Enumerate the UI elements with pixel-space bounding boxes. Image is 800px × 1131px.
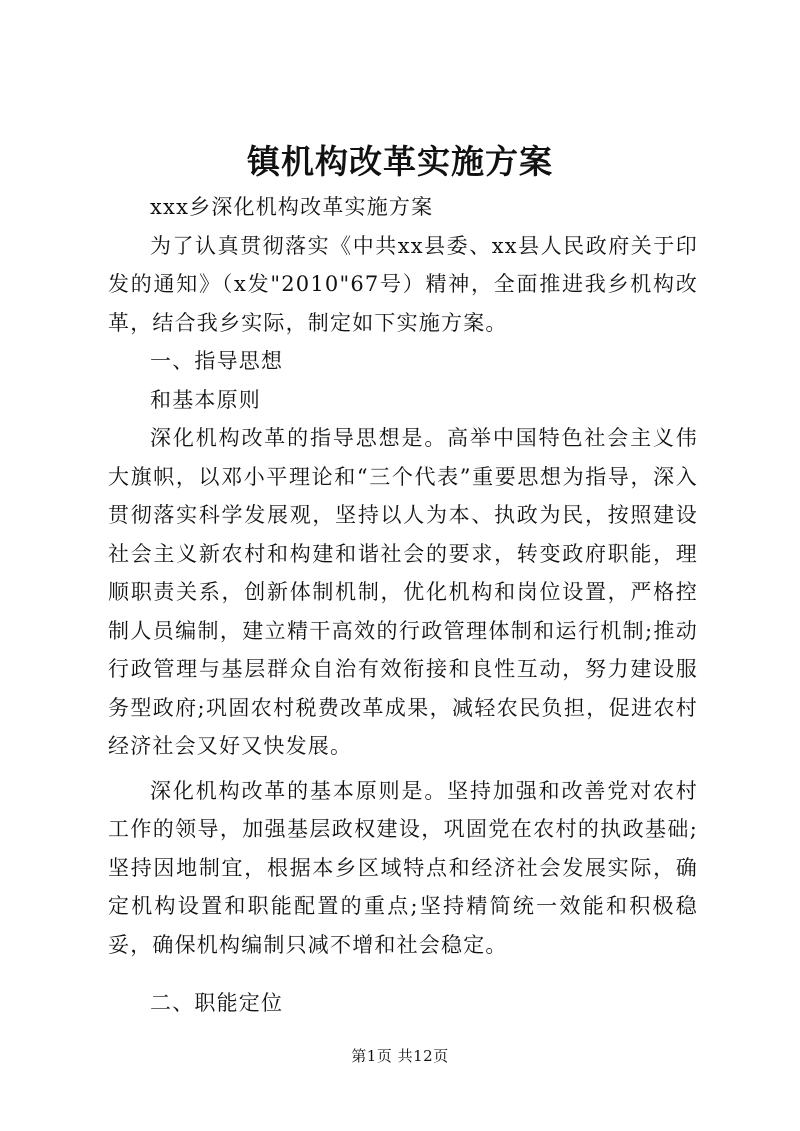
document-body [108, 188, 698, 1023]
page-number-footer: 第1页 共12页 [351, 1047, 449, 1065]
subtitle-paragraph: xxx乡深化机构改革实施方案 [150, 195, 434, 219]
intro-paragraph: 为了认真贯彻落实《中共xx县委、xx县人民政府关于印发的通知》（x发"2010"67号）精神，全面推进我乡机构改革，结合我乡实际，制定如下实施方案。 [108, 233, 698, 335]
section-subheading-basic-principles: 和基本原则 [150, 387, 261, 412]
section-heading-function-positioning: 二、职能定位 [150, 991, 284, 1015]
section-heading-guiding-ideology: 一、指导思想 [150, 349, 284, 373]
document-title: 镇机构改革实施方案 [247, 142, 553, 181]
basic-principles-paragraph: 深化机构改革的基本原则是。坚持加强和改善党对农村工作的领导，加强基层政权建设，巩固党在农村的执政基础;坚持因地制宜，根据本乡区域特点和经济社会发展实际，确定机构设置和职能配置的重点;坚持精简统一效能和积极稳妥，确保机构编制只减不增和社会稳定。 [108, 778, 698, 957]
guiding-ideology-paragraph: 深化机构改革的指导思想是。高举中国特色社会主义伟大旗帜，以邓小平理论和“三个代表”重要思想为指导，深入贯彻落实科学发展观，坚持以人为本、执政为民，按照建设社会主义新农村和构建和谐社会的要求，转变政府职能，理顺职责关系，创新体制机制，优化机构和岗位设置，严格控制人员编制，建立精干高效的行政管理体制和运行机制;推动行政管理与基层群众自治有效衔接和良性互动，努力建设服务型政府;巩固农村税费改革成果，减轻农民负担，促进农村经济社会又好又快发展。 [108, 426, 698, 758]
